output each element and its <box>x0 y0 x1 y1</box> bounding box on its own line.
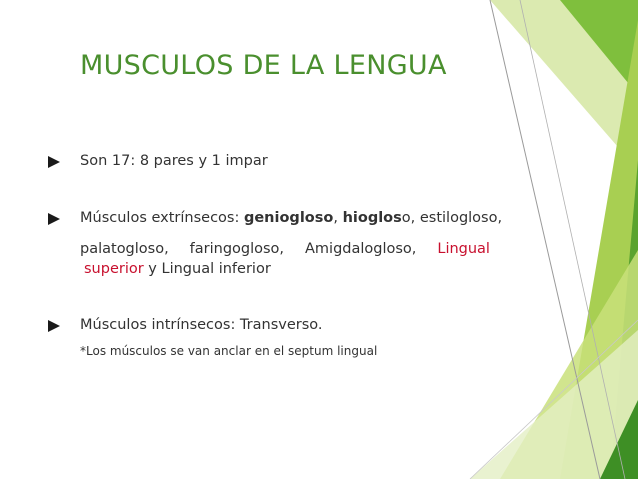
footnote: *Los músculos se van anclar en el septum lingual <box>80 344 378 358</box>
word-amigdalogloso: Amigdalogloso, <box>305 241 417 257</box>
bold-hioglos: hioglos <box>342 210 402 226</box>
bullet-text-2-line-1 <box>80 210 502 226</box>
arrow-bullet-icon <box>48 213 60 225</box>
bullet-text-3: Músculos intrínsecos: Transverso. <box>80 317 323 333</box>
arrow-bullet-icon <box>48 156 60 168</box>
bold-geniogloso: geniogloso <box>243 210 334 226</box>
rest-text: o, estilogloso, <box>401 210 503 226</box>
bullet-text-1: Son 17: 8 pares y 1 impar <box>80 153 268 169</box>
bullet-text-2-line-2 <box>80 241 490 257</box>
word-lingual: Lingual <box>437 241 490 257</box>
slide-title: MUSCULOS DE LA LENGUA <box>80 50 447 81</box>
word-superior: superior <box>84 261 144 277</box>
word-faringogloso: faringogloso, <box>189 241 285 257</box>
separator: , <box>333 210 343 226</box>
prefix-text: Músculos extrínsecos: <box>80 210 244 226</box>
word-palatogloso: palatogloso, <box>80 241 169 257</box>
bullet-text-2-line-3 <box>84 261 271 277</box>
arrow-bullet-icon <box>48 320 60 332</box>
end-text: y Lingual inferior <box>143 261 271 277</box>
